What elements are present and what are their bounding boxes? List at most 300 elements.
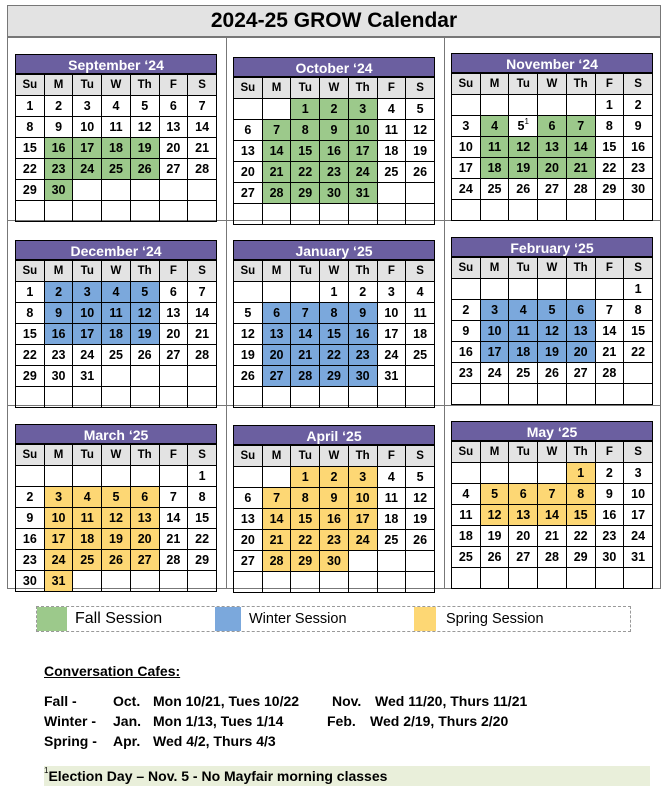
day-cell: 14 xyxy=(262,141,291,162)
weekday-header: W xyxy=(320,261,349,282)
day-cell: 5 xyxy=(102,487,131,508)
day-cell xyxy=(130,366,159,387)
day-cell: 10 xyxy=(348,488,377,509)
month-title: May ‘25 xyxy=(451,421,653,441)
day-cell: 17 xyxy=(73,138,102,159)
day-cell: 22 xyxy=(291,530,320,551)
day-cell: 1 xyxy=(291,99,320,120)
day-cell xyxy=(480,568,509,589)
day-cell xyxy=(452,568,481,589)
day-cell: 6 xyxy=(159,282,188,303)
weekday-header: Th xyxy=(348,78,377,99)
day-cell: 24 xyxy=(73,159,102,180)
day-cell: 21 xyxy=(188,324,217,345)
day-cell: 3 xyxy=(73,96,102,117)
day-cell: 24 xyxy=(73,345,102,366)
day-cell: 15 xyxy=(16,324,45,345)
day-cell: 2 xyxy=(595,463,624,484)
day-cell: 11 xyxy=(102,303,131,324)
day-cell: 6 xyxy=(509,484,538,505)
day-cell: 8 xyxy=(16,117,45,138)
day-cell: 28 xyxy=(566,179,595,200)
weekday-header: M xyxy=(480,74,509,95)
day-cell: 21 xyxy=(188,138,217,159)
month-title: April ‘25 xyxy=(233,425,435,445)
day-cell: 8 xyxy=(16,303,45,324)
day-cell: 20 xyxy=(159,324,188,345)
day-cell: 10 xyxy=(44,508,73,529)
day-cell: 23 xyxy=(348,345,377,366)
day-cell: 26 xyxy=(509,179,538,200)
day-cell: 26 xyxy=(130,345,159,366)
day-cell: 12 xyxy=(102,508,131,529)
day-cell: 26 xyxy=(406,162,435,183)
day-cell: 12 xyxy=(130,303,159,324)
day-cell xyxy=(102,571,131,592)
day-cell: 4 xyxy=(377,99,406,120)
day-cell: 29 xyxy=(320,366,349,387)
day-cell: 25 xyxy=(102,345,131,366)
day-cell xyxy=(509,279,538,300)
day-cell: 7 xyxy=(159,487,188,508)
day-cell: 31 xyxy=(348,183,377,204)
day-cell xyxy=(480,463,509,484)
day-cell: 19 xyxy=(234,345,263,366)
weekday-header: S xyxy=(406,78,435,99)
day-cell: 20 xyxy=(538,158,567,179)
weekday-header: S xyxy=(624,442,653,463)
day-cell: 1 xyxy=(16,96,45,117)
day-cell: 15 xyxy=(320,324,349,345)
day-cell: 20 xyxy=(234,162,263,183)
day-cell: 8 xyxy=(595,116,624,137)
day-cell: 1 xyxy=(624,279,653,300)
weekday-header: Th xyxy=(130,75,159,96)
day-cell: 16 xyxy=(452,342,481,363)
weekday-header: Su xyxy=(16,261,45,282)
day-cell xyxy=(624,384,653,405)
day-cell: 24 xyxy=(44,550,73,571)
day-cell: 18 xyxy=(102,324,131,345)
day-cell: 10 xyxy=(73,117,102,138)
day-cell xyxy=(538,200,567,221)
weekday-header: M xyxy=(262,261,291,282)
day-cell xyxy=(234,387,263,408)
day-cell xyxy=(44,466,73,487)
day-cell: 23 xyxy=(452,363,481,384)
winter-swatch xyxy=(215,607,241,631)
day-cell: 13 xyxy=(262,324,291,345)
weekday-header: Tu xyxy=(291,446,320,467)
weekday-header: M xyxy=(44,445,73,466)
day-cell xyxy=(188,387,217,408)
day-cell: 22 xyxy=(320,345,349,366)
day-cell: 19 xyxy=(406,141,435,162)
day-cell: 3 xyxy=(73,282,102,303)
election-footnote xyxy=(44,766,650,786)
cafe-month: Apr. xyxy=(113,733,141,749)
day-cell xyxy=(44,201,73,222)
day-cell: 26 xyxy=(480,547,509,568)
session-legend xyxy=(36,606,631,632)
day-cell: 2 xyxy=(44,282,73,303)
day-cell: 28 xyxy=(188,345,217,366)
day-cell: 23 xyxy=(44,159,73,180)
day-cell: 30 xyxy=(44,366,73,387)
day-cell: 30 xyxy=(348,366,377,387)
weekday-header: F xyxy=(377,78,406,99)
footnote-text: Election Day – Nov. 5 - No Mayfair morning classes xyxy=(48,768,388,784)
weekday-header: Tu xyxy=(73,75,102,96)
cafe-dates: Wed 2/19, Thurs 2/20 xyxy=(370,713,509,729)
day-cell xyxy=(595,384,624,405)
day-cell: 29 xyxy=(16,366,45,387)
day-cell: 29 xyxy=(16,180,45,201)
day-cell: 16 xyxy=(44,138,73,159)
day-cell: 6 xyxy=(234,488,263,509)
day-cell xyxy=(348,572,377,593)
day-cell: 26 xyxy=(130,159,159,180)
day-cell xyxy=(377,551,406,572)
day-cell: 21 xyxy=(262,530,291,551)
day-cell: 30 xyxy=(624,179,653,200)
cafes-heading: Conversation Cafes: xyxy=(44,663,181,679)
day-cell xyxy=(406,366,435,387)
day-cell: 2 xyxy=(320,467,349,488)
day-cell: 16 xyxy=(320,141,349,162)
cafe-month: Nov. xyxy=(332,693,362,709)
day-cell xyxy=(102,180,131,201)
day-cell xyxy=(452,384,481,405)
month-calendar xyxy=(451,421,653,589)
day-cell: 16 xyxy=(320,509,349,530)
day-cell: 14 xyxy=(595,321,624,342)
day-cell: 18 xyxy=(377,509,406,530)
day-cell xyxy=(538,568,567,589)
day-cell: 9 xyxy=(595,484,624,505)
day-cell: 24 xyxy=(348,162,377,183)
day-cell: 3 xyxy=(377,282,406,303)
day-cell: 12 xyxy=(538,321,567,342)
day-cell: 9 xyxy=(624,116,653,137)
day-cell: 31 xyxy=(44,571,73,592)
day-cell: 12 xyxy=(130,117,159,138)
day-cell xyxy=(73,201,102,222)
day-cell xyxy=(234,99,263,120)
day-cell xyxy=(188,201,217,222)
day-cell xyxy=(406,387,435,408)
weekday-header: Tu xyxy=(509,74,538,95)
weekday-header: W xyxy=(102,261,131,282)
day-cell: 2 xyxy=(452,300,481,321)
day-cell xyxy=(73,466,102,487)
day-cell: 7 xyxy=(595,300,624,321)
weekday-header: Tu xyxy=(291,261,320,282)
day-cell: 3 xyxy=(44,487,73,508)
fall-legend-label: Fall Session xyxy=(75,610,163,627)
day-cell xyxy=(291,572,320,593)
day-cell: 1 xyxy=(320,282,349,303)
weekday-header: S xyxy=(188,75,217,96)
weekday-header: Tu xyxy=(509,258,538,279)
day-cell: 30 xyxy=(16,571,45,592)
weekday-header: M xyxy=(44,261,73,282)
day-cell: 11 xyxy=(509,321,538,342)
day-cell: 29 xyxy=(188,550,217,571)
day-cell: 18 xyxy=(73,529,102,550)
day-cell: 10 xyxy=(480,321,509,342)
day-cell: 19 xyxy=(102,529,131,550)
day-cell: 19 xyxy=(130,138,159,159)
day-cell: 24 xyxy=(377,345,406,366)
day-cell: 1 xyxy=(188,466,217,487)
day-cell xyxy=(130,466,159,487)
day-cell xyxy=(291,387,320,408)
day-cell: 27 xyxy=(566,363,595,384)
day-cell: 15 xyxy=(595,137,624,158)
day-cell xyxy=(595,200,624,221)
day-cell: 21 xyxy=(566,158,595,179)
day-cell xyxy=(234,467,263,488)
day-cell: 5 xyxy=(234,303,263,324)
day-cell: 22 xyxy=(595,158,624,179)
day-cell xyxy=(624,568,653,589)
day-cell: 11 xyxy=(377,488,406,509)
day-cell xyxy=(348,387,377,408)
day-cell: 12 xyxy=(509,137,538,158)
day-cell: 2 xyxy=(16,487,45,508)
day-cell xyxy=(509,95,538,116)
cafe-session-label: Fall - xyxy=(44,693,77,709)
day-cell: 6 xyxy=(566,300,595,321)
day-cell: 15 xyxy=(16,138,45,159)
day-cell: 19 xyxy=(538,342,567,363)
month-title: January ‘25 xyxy=(233,240,435,260)
day-cell: 29 xyxy=(291,551,320,572)
day-cell: 2 xyxy=(44,96,73,117)
day-cell xyxy=(102,387,131,408)
day-cell: 13 xyxy=(130,508,159,529)
day-cell: 22 xyxy=(16,345,45,366)
day-cell: 20 xyxy=(234,530,263,551)
weekday-header: M xyxy=(480,258,509,279)
day-cell: 16 xyxy=(16,529,45,550)
weekday-header: M xyxy=(44,75,73,96)
footnote-marker: 1 xyxy=(524,116,529,126)
day-cell xyxy=(538,384,567,405)
day-cell: 6 xyxy=(159,96,188,117)
day-cell xyxy=(406,204,435,225)
day-cell: 6 xyxy=(130,487,159,508)
day-cell xyxy=(159,201,188,222)
day-cell: 17 xyxy=(377,324,406,345)
day-cell: 27 xyxy=(130,550,159,571)
day-cell: 15 xyxy=(188,508,217,529)
cafe-session-label: Winter - xyxy=(44,713,96,729)
day-cell: 7 xyxy=(188,96,217,117)
day-cell: 4 xyxy=(406,282,435,303)
day-cell: 22 xyxy=(291,162,320,183)
day-cell xyxy=(452,279,481,300)
weekday-header: W xyxy=(538,442,567,463)
month-calendar xyxy=(15,424,217,592)
day-cell: 9 xyxy=(452,321,481,342)
weekday-header: F xyxy=(159,75,188,96)
day-cell: 26 xyxy=(538,363,567,384)
weekday-header: W xyxy=(102,75,131,96)
day-cell xyxy=(130,571,159,592)
day-cell: 25 xyxy=(377,162,406,183)
day-cell: 19 xyxy=(509,158,538,179)
day-cell: 13 xyxy=(159,303,188,324)
day-cell xyxy=(102,366,131,387)
month-title: November ‘24 xyxy=(451,53,653,73)
day-cell: 31 xyxy=(377,366,406,387)
day-cell: 10 xyxy=(348,120,377,141)
day-cell xyxy=(102,201,131,222)
day-cell: 12 xyxy=(234,324,263,345)
day-cell: 5 xyxy=(130,96,159,117)
day-cell: 28 xyxy=(538,547,567,568)
day-cell xyxy=(480,384,509,405)
grid-divider xyxy=(444,38,445,588)
day-cell: 14 xyxy=(188,303,217,324)
day-cell: 29 xyxy=(595,179,624,200)
day-cell xyxy=(538,463,567,484)
day-cell: 16 xyxy=(44,324,73,345)
day-cell: 18 xyxy=(377,141,406,162)
month-title: December ‘24 xyxy=(15,240,217,260)
weekday-header: Su xyxy=(234,78,263,99)
day-cell xyxy=(624,363,653,384)
day-cell: $5^1$ xyxy=(509,116,538,137)
month-calendar xyxy=(233,57,435,225)
day-cell: 10 xyxy=(377,303,406,324)
day-cell: 22 xyxy=(188,529,217,550)
day-cell xyxy=(377,572,406,593)
day-cell: 5 xyxy=(406,467,435,488)
day-cell: 22 xyxy=(624,342,653,363)
day-cell xyxy=(16,201,45,222)
day-cell: 28 xyxy=(188,159,217,180)
day-cell xyxy=(73,387,102,408)
day-cell: 27 xyxy=(159,159,188,180)
day-cell: 9 xyxy=(348,303,377,324)
day-cell: 28 xyxy=(262,551,291,572)
day-cell: 7 xyxy=(262,488,291,509)
day-cell xyxy=(480,279,509,300)
day-cell xyxy=(159,466,188,487)
day-cell: 24 xyxy=(480,363,509,384)
month-title: March ‘25 xyxy=(15,424,217,444)
day-cell: 2 xyxy=(624,95,653,116)
day-cell: 10 xyxy=(624,484,653,505)
winter-legend-label: Winter Session xyxy=(249,611,347,627)
weekday-header: Th xyxy=(130,445,159,466)
day-cell: 24 xyxy=(624,526,653,547)
day-cell xyxy=(377,204,406,225)
cafe-month: Oct. xyxy=(113,693,141,709)
day-cell: 8 xyxy=(624,300,653,321)
day-cell xyxy=(234,282,263,303)
day-cell xyxy=(291,204,320,225)
day-cell: 17 xyxy=(624,505,653,526)
day-cell: 8 xyxy=(188,487,217,508)
day-cell: 25 xyxy=(102,159,131,180)
day-cell: 5 xyxy=(406,99,435,120)
day-cell xyxy=(566,200,595,221)
day-cell: 18 xyxy=(509,342,538,363)
day-cell xyxy=(73,571,102,592)
day-cell: 21 xyxy=(538,526,567,547)
day-cell: 24 xyxy=(348,530,377,551)
day-cell: 29 xyxy=(566,547,595,568)
weekday-header: Tu xyxy=(73,445,102,466)
day-cell: 25 xyxy=(73,550,102,571)
day-cell: 17 xyxy=(480,342,509,363)
day-cell: 25 xyxy=(480,179,509,200)
day-cell: 20 xyxy=(262,345,291,366)
weekday-header: Su xyxy=(452,258,481,279)
weekday-header: Th xyxy=(348,261,377,282)
day-cell: 5 xyxy=(538,300,567,321)
day-cell: 23 xyxy=(44,345,73,366)
month-calendar xyxy=(451,237,653,405)
day-cell: 26 xyxy=(406,530,435,551)
day-cell: 3 xyxy=(348,467,377,488)
day-cell xyxy=(159,180,188,201)
weekday-header: F xyxy=(377,261,406,282)
day-cell xyxy=(566,568,595,589)
day-cell: 4 xyxy=(509,300,538,321)
day-cell: 23 xyxy=(320,162,349,183)
day-cell: 18 xyxy=(452,526,481,547)
weekday-header: W xyxy=(320,78,349,99)
day-cell: 13 xyxy=(159,117,188,138)
day-cell: 3 xyxy=(480,300,509,321)
day-cell: 12 xyxy=(480,505,509,526)
day-cell: 4 xyxy=(377,467,406,488)
day-cell xyxy=(262,204,291,225)
day-cell xyxy=(566,95,595,116)
day-cell: 15 xyxy=(291,509,320,530)
spring-swatch xyxy=(414,607,436,631)
day-cell: 5 xyxy=(480,484,509,505)
day-cell: 23 xyxy=(595,526,624,547)
day-cell: 15 xyxy=(291,141,320,162)
weekday-header: Su xyxy=(16,445,45,466)
day-cell xyxy=(16,387,45,408)
day-cell: 9 xyxy=(320,120,349,141)
day-cell: 23 xyxy=(16,550,45,571)
weekday-header: M xyxy=(262,446,291,467)
day-cell: 27 xyxy=(262,366,291,387)
day-cell: 9 xyxy=(44,117,73,138)
day-cell xyxy=(509,200,538,221)
weekday-header: Su xyxy=(452,442,481,463)
day-cell xyxy=(159,387,188,408)
weekday-header: Su xyxy=(234,261,263,282)
day-cell: 3 xyxy=(624,463,653,484)
month-calendar xyxy=(15,240,217,408)
day-cell: 14 xyxy=(566,137,595,158)
weekday-header: W xyxy=(102,445,131,466)
day-cell: 30 xyxy=(595,547,624,568)
footnote-marker: 1 xyxy=(44,766,49,775)
day-cell: 27 xyxy=(234,551,263,572)
weekday-header: S xyxy=(406,261,435,282)
day-cell: 2 xyxy=(320,99,349,120)
